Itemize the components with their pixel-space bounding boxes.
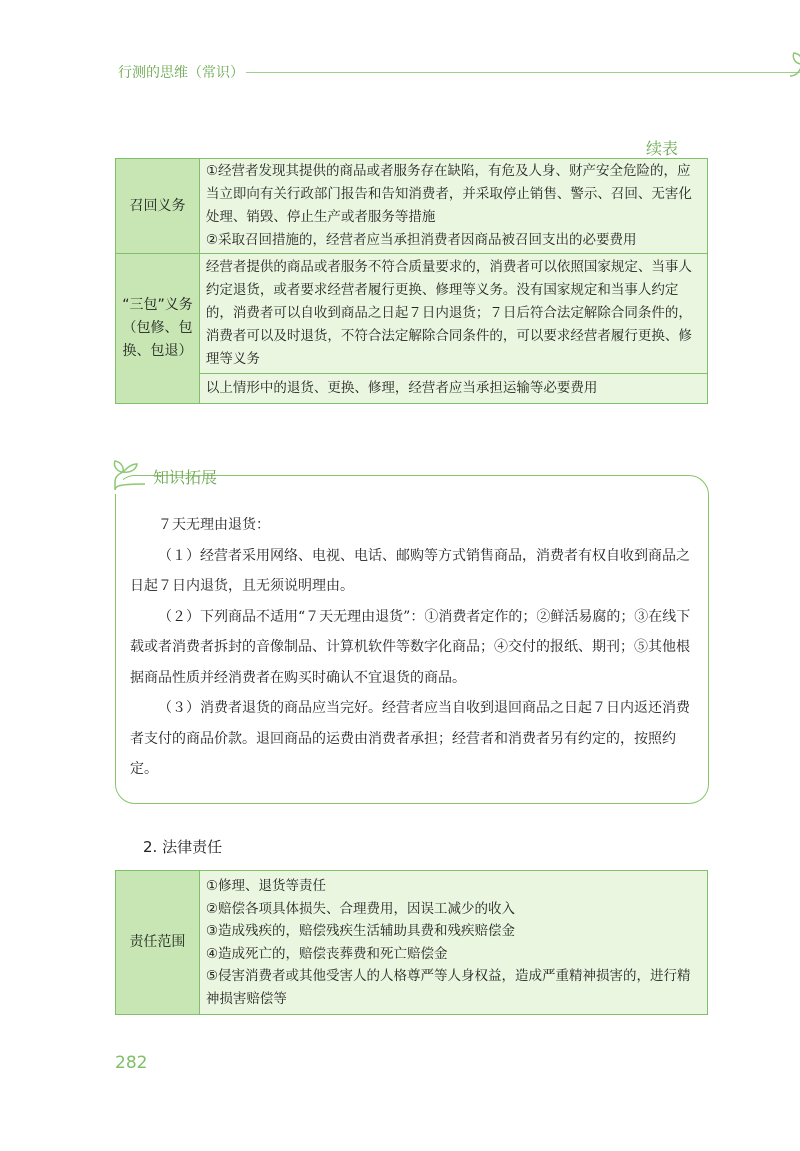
row-label-recall: 召回义务 (116, 159, 200, 254)
continued-label: 续表 (646, 139, 679, 158)
knowledge-extension-header (115, 458, 218, 494)
extension-paragraph: （３）消费者退货的商品应当完好。经营者应当自收到退回商品之日起７日内返还消费者支付的商品价款。退回商品的运费由消费者承担；经营者和消费者另有约定的，按照约定。 (130, 700, 690, 777)
header-rule (246, 72, 800, 73)
sprout-icon (109, 458, 149, 494)
running-header (118, 60, 718, 88)
table-row (116, 159, 708, 254)
row-content-shipping: 以上情形中的退货、更换、修理，经营者应当承担运输等必要费用 (199, 374, 707, 404)
sprout-icon (786, 50, 800, 80)
knowledge-extension-title: 知识拓展 (153, 468, 218, 487)
liability-content (199, 871, 707, 1015)
list-item: ②赔偿各项具体损失、合理费用，因误工减少的收入 (205, 900, 515, 917)
list-item: ⑤侵害消费者或其他受害人的人格尊严等人身权益，造成严重精神损害的，进行精神损害赔偿等 (205, 968, 691, 1007)
section-title: 2. 法律责任 (143, 838, 223, 856)
list-item: ④造成死亡的，赔偿丧葬费和死亡赔偿金 (205, 945, 448, 962)
extension-paragraph: （２）下列商品不适用“７天无理由退货”：①消费者定作的；②鲜活易腐的；③在线下载或者消费者拆封的音像制品、计算机软件等数字化商品；④交付的报纸、期刊；⑤其他根据商品性质并经消费者在购买时确认不宜退货的商品。 (130, 608, 691, 686)
table-row (116, 254, 708, 374)
table-row (116, 374, 708, 404)
header-title: 行测的思维（常识） (118, 65, 244, 81)
page-number: 282 (115, 1053, 148, 1073)
liability-table (115, 870, 708, 1015)
obligations-table (115, 158, 708, 404)
extension-paragraph: ７天无理由退货： (158, 517, 270, 533)
list-item: ①修理、退货等责任 (205, 878, 326, 894)
row-content-recall: ①经营者发现其提供的商品或者服务存在缺陷，有危及人身、财产安全危险的，应当立即向有关行政部门报告和告知消费者，并采取停止销售、警示、召回、无害化处理、销毁、停止生产或者服务等措施 ②采取召回措施的，经营者应当承担消费者因商品被召回支出的必要费用 (199, 159, 707, 254)
table-row (116, 871, 708, 1015)
row-content-three-guarantees: 经营者提供的商品或者服务不符合质量要求的，消费者可以依照国家规定、当事人约定退货，或者要求经营者履行更换、修理等义务。没有国家规定和当事人约定的，消费者可以自收到商品之日起７日内退货；７日后符合法定解除合同条件的，消费者可以及时退货，不符合法定解除合同条件的，可以要求经营者履行更换、修理等义务 (199, 254, 707, 374)
extension-paragraph: （１）经营者采用网络、电视、电话、邮购等方式销售商品，消费者有权自收到商品之日起７日内退货，且无须说明理由。 (130, 547, 690, 594)
row-label-three-guarantees: “三包”义务（包修、包换、包退） (116, 254, 200, 404)
liability-label: 责任范围 (116, 871, 200, 1015)
knowledge-extension-body (130, 510, 695, 785)
list-item: ③造成残疾的，赔偿残疾生活辅助具费和残疾赔偿金 (205, 923, 515, 939)
